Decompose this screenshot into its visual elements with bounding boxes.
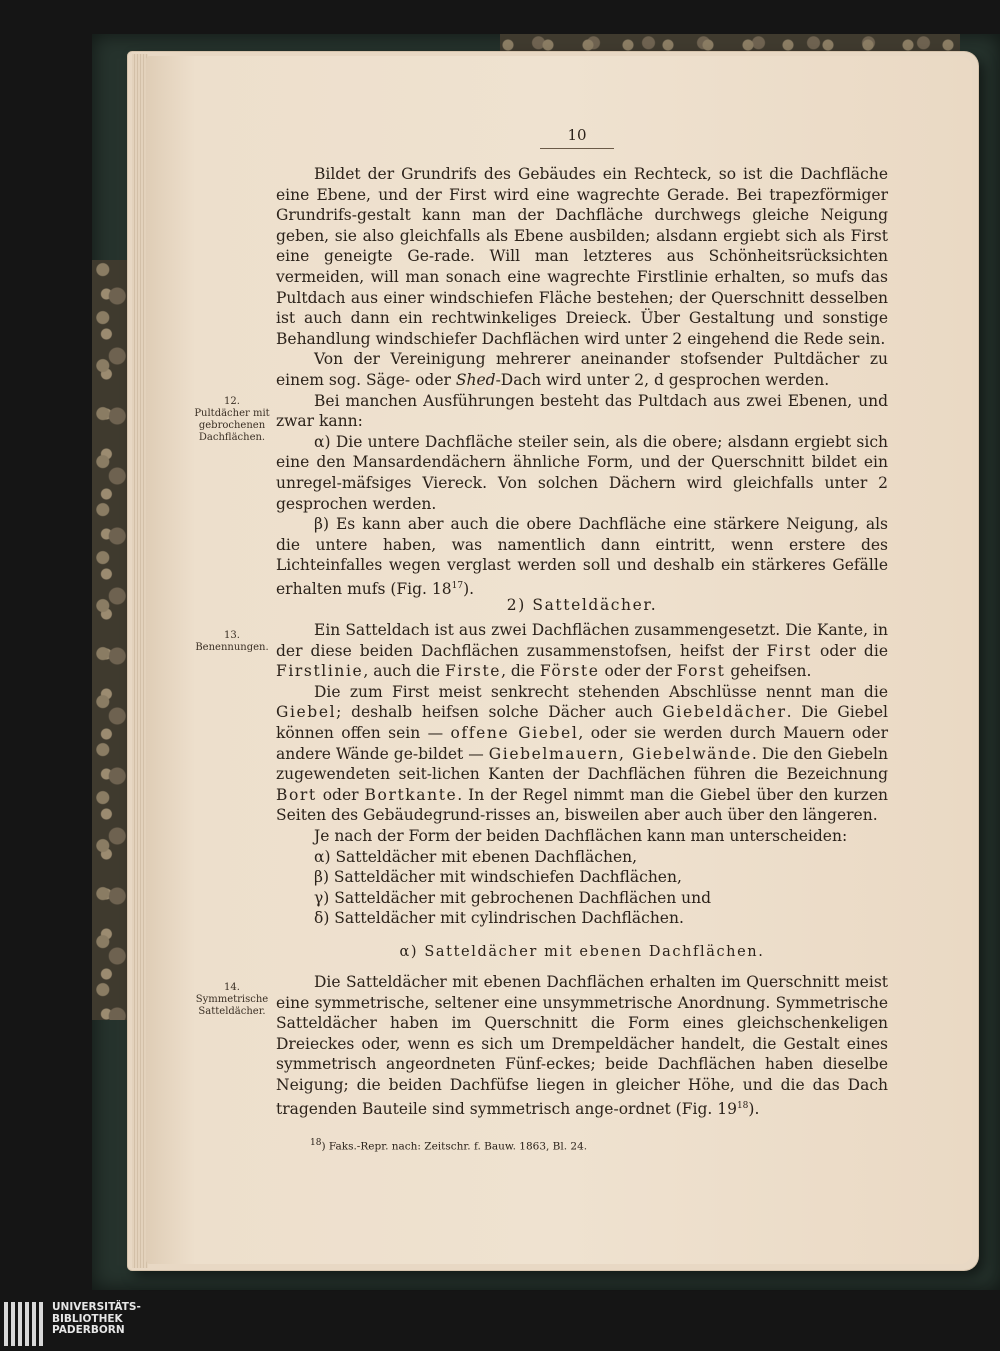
footnote-number: 18: [310, 1138, 322, 1148]
pg-s5: . Die den Giebeln zugewendeten seit-lichen Kanten der Dachflächen führen die Bezeichnung: [276, 744, 888, 784]
margin-note-14: [190, 982, 274, 1018]
p14-text: Die Satteldächer mit ebenen Dachflächen erhalten im Querschnitt meist eine symmetrische, seltener eine unsymmetrische Anordnung. Symmetrische Satteldächer haben im Querschnitt die Form eines gleichschenkeligen Dreieckes oder, wenn es sich um Drempeldächer handelt, die Gestalt eines symmetrisch angeordneten Fünf-eckes; beide Dachflächen haben dieselbe Neigung; die beiden Dachfüfse liegen in gleicher Höhe, und die das Dach tragenden Bauteile sind symmetrisch ange-ordnet (Fig. 19: [276, 973, 888, 1118]
paragraph-beta-end: ).: [463, 580, 475, 599]
shed-italic: Shed: [455, 370, 496, 389]
logo-text: [52, 1302, 141, 1337]
paragraph-satteldach: [276, 620, 888, 682]
logo-line-1: UNIVERSITÄTS-: [52, 1301, 141, 1313]
logo-line-2: BIBLIOTHEK: [52, 1312, 123, 1325]
margin-note-13-number: 13.: [224, 630, 240, 641]
pg-s3: . Die Giebel können offen sein —: [276, 703, 889, 742]
pg-s4: , oder sie werden durch Mauern oder andere Wände ge-bildet —: [276, 723, 888, 763]
paragraph-beta: [276, 514, 888, 600]
p14-end: ).: [748, 1099, 760, 1118]
page-number: 10: [540, 126, 614, 149]
margin-note-14-text: Symmetrische Satteldächer.: [195, 994, 269, 1017]
margin-note-12-text: Pultdächer mit gebrochenen Dachflächen.: [194, 408, 270, 443]
term-bortkante: Bortkante: [364, 785, 458, 804]
logo-line-3: PADERBORN: [52, 1324, 125, 1336]
footnote-ref-18: 18: [736, 1100, 749, 1111]
list-item: δ) Satteldächer mit cylindrischen Dachflächen.: [314, 909, 684, 928]
p13-s4: , die: [501, 662, 540, 681]
paragraph-beta-text: β) Es kann aber auch die obere Dachfläche eine stärkere Neigung, als die untere haben, was namentlich dann eintritt, wenn erstere des Lichteinfalles wegen verglast werden soll und deshalb ein stärkeres Gefälle erhalten mufs (Fig. 18: [276, 515, 888, 599]
term-firste: Firste: [445, 662, 502, 681]
p13-s5: oder der: [599, 662, 677, 681]
term-giebelmauern: Giebelmauern, Giebelwände: [488, 744, 752, 763]
term-giebel: Giebel: [276, 703, 337, 722]
p13-s6: geheifsen.: [725, 662, 812, 681]
text-block-top: [276, 164, 888, 600]
subsection-heading: α) Satteldächer mit ebenen Dachflächen.: [399, 944, 765, 960]
footnote-text: ) Faks.-Repr. nach: Zeitschr. f. Bauw. 1863, Bl. 24.: [321, 1140, 588, 1153]
p13-s3: , auch die: [363, 662, 445, 681]
list-item: β) Satteldächer mit windschiefen Dachflächen,: [314, 868, 682, 887]
list-intro: Je nach der Form der beiden Dachflächen kann man unterscheiden:: [314, 826, 848, 845]
paragraph-alpha: α) Die untere Dachfläche steiler sein, als die obere; alsdann ergiebt sich eine den Mansardendächern ähnliche Form, und der Querschnitt bildet ein unregel-mäfsiges Viereck. Von solchen Dächern wird gleichfalls unter 2 gesprochen werden.: [276, 432, 888, 513]
term-first: First: [766, 641, 812, 660]
margin-note-13-text: Benennungen.: [195, 642, 269, 653]
pg-s6: oder: [316, 785, 365, 804]
term-bort: Bort: [276, 785, 317, 804]
section-heading-satteldaecher: 2) Satteldächer.: [506, 596, 658, 614]
library-logo: [0, 1300, 160, 1346]
p13-s1: Ein Satteldach ist aus zwei Dachflächen zusammengesetzt. Die Kante, in der diese beiden Dachflächen zusammenstofsen, heifst der: [276, 621, 888, 660]
margin-note-12: [190, 396, 274, 444]
paragraph-shed-text-end: -Dach wird unter 2, d gesprochen werden.: [495, 370, 830, 389]
footnote-ref-17: 17: [451, 580, 464, 591]
logo-bars-icon: [4, 1302, 46, 1346]
paragraph-grundriss: Bildet der Grundrifs des Gebäudes ein Rechteck, so ist die Dachfläche eine Ebene, und der First wird eine wagrechte Gerade. Bei trapezförmiger Grundrifs-gestalt kann man der Dachfläche durchwegs gleiche Neigung geben, sie also gleichfalls als Ebene ausbilden; alsdann ergiebt sich als First eine geneigte Ge-rade. Will man letzteres aus Schönheitsrücksichten vermeiden, will man sonach eine wagrechte Firstlinie erhalten, so mufs das Pultdach aus einer windschiefen Fläche bestehen; der Querschnitt desselben ist auch dann ein rechtwinkeliges Dreieck. Über Gestaltung und sonstige Behandlung windschiefer Dachflächen wird unter 2 eingehend die Rede sein.: [276, 165, 888, 348]
term-foerste: Förste: [539, 662, 600, 681]
text-block-bottom: [276, 972, 888, 1119]
paragraph-zwei-ebenen: Bei manchen Ausführungen besteht das Pultdach aus zwei Ebenen, und zwar kann:: [276, 391, 888, 431]
margin-note-12-number: 12.: [224, 396, 240, 407]
list-item: γ) Satteldächer mit gebrochenen Dachflächen und: [314, 888, 712, 907]
term-firstlinie: Firstlinie: [276, 662, 364, 681]
paragraph-symmetrisch: [276, 972, 888, 1119]
marbled-endpaper: [92, 260, 128, 1020]
list-item: α) Satteldächer mit ebenen Dachflächen,: [314, 847, 638, 866]
pg-s7: . In der Regel nimmt man die Giebel über den kurzen Seiten des Gebäudegrund-risses an, bisweilen aber auch über den längeren.: [276, 785, 888, 825]
margin-note-13: [190, 630, 274, 654]
footnote: [310, 1138, 870, 1153]
term-giebeldaecher: Giebeldächer: [662, 703, 787, 722]
term-forst: Forst: [676, 662, 726, 681]
p13-s2: oder die: [811, 641, 888, 660]
paragraph-giebel: [276, 682, 888, 826]
pg-s1: Die zum First meist senkrecht stehenden Abschlüsse nennt man die: [314, 682, 888, 701]
term-offene-giebel: offene Giebel: [450, 723, 579, 742]
text-block-middle: [276, 620, 888, 929]
pg-s2: ; deshalb heifsen solche Dächer auch: [336, 703, 663, 722]
margin-note-14-number: 14.: [224, 982, 240, 993]
paragraph-shed-text: Von der Vereinigung mehrerer aneinander stofsender Pultdächer zu einem sog. Säge- oder: [276, 350, 888, 389]
paragraph-shed: [276, 349, 888, 390]
